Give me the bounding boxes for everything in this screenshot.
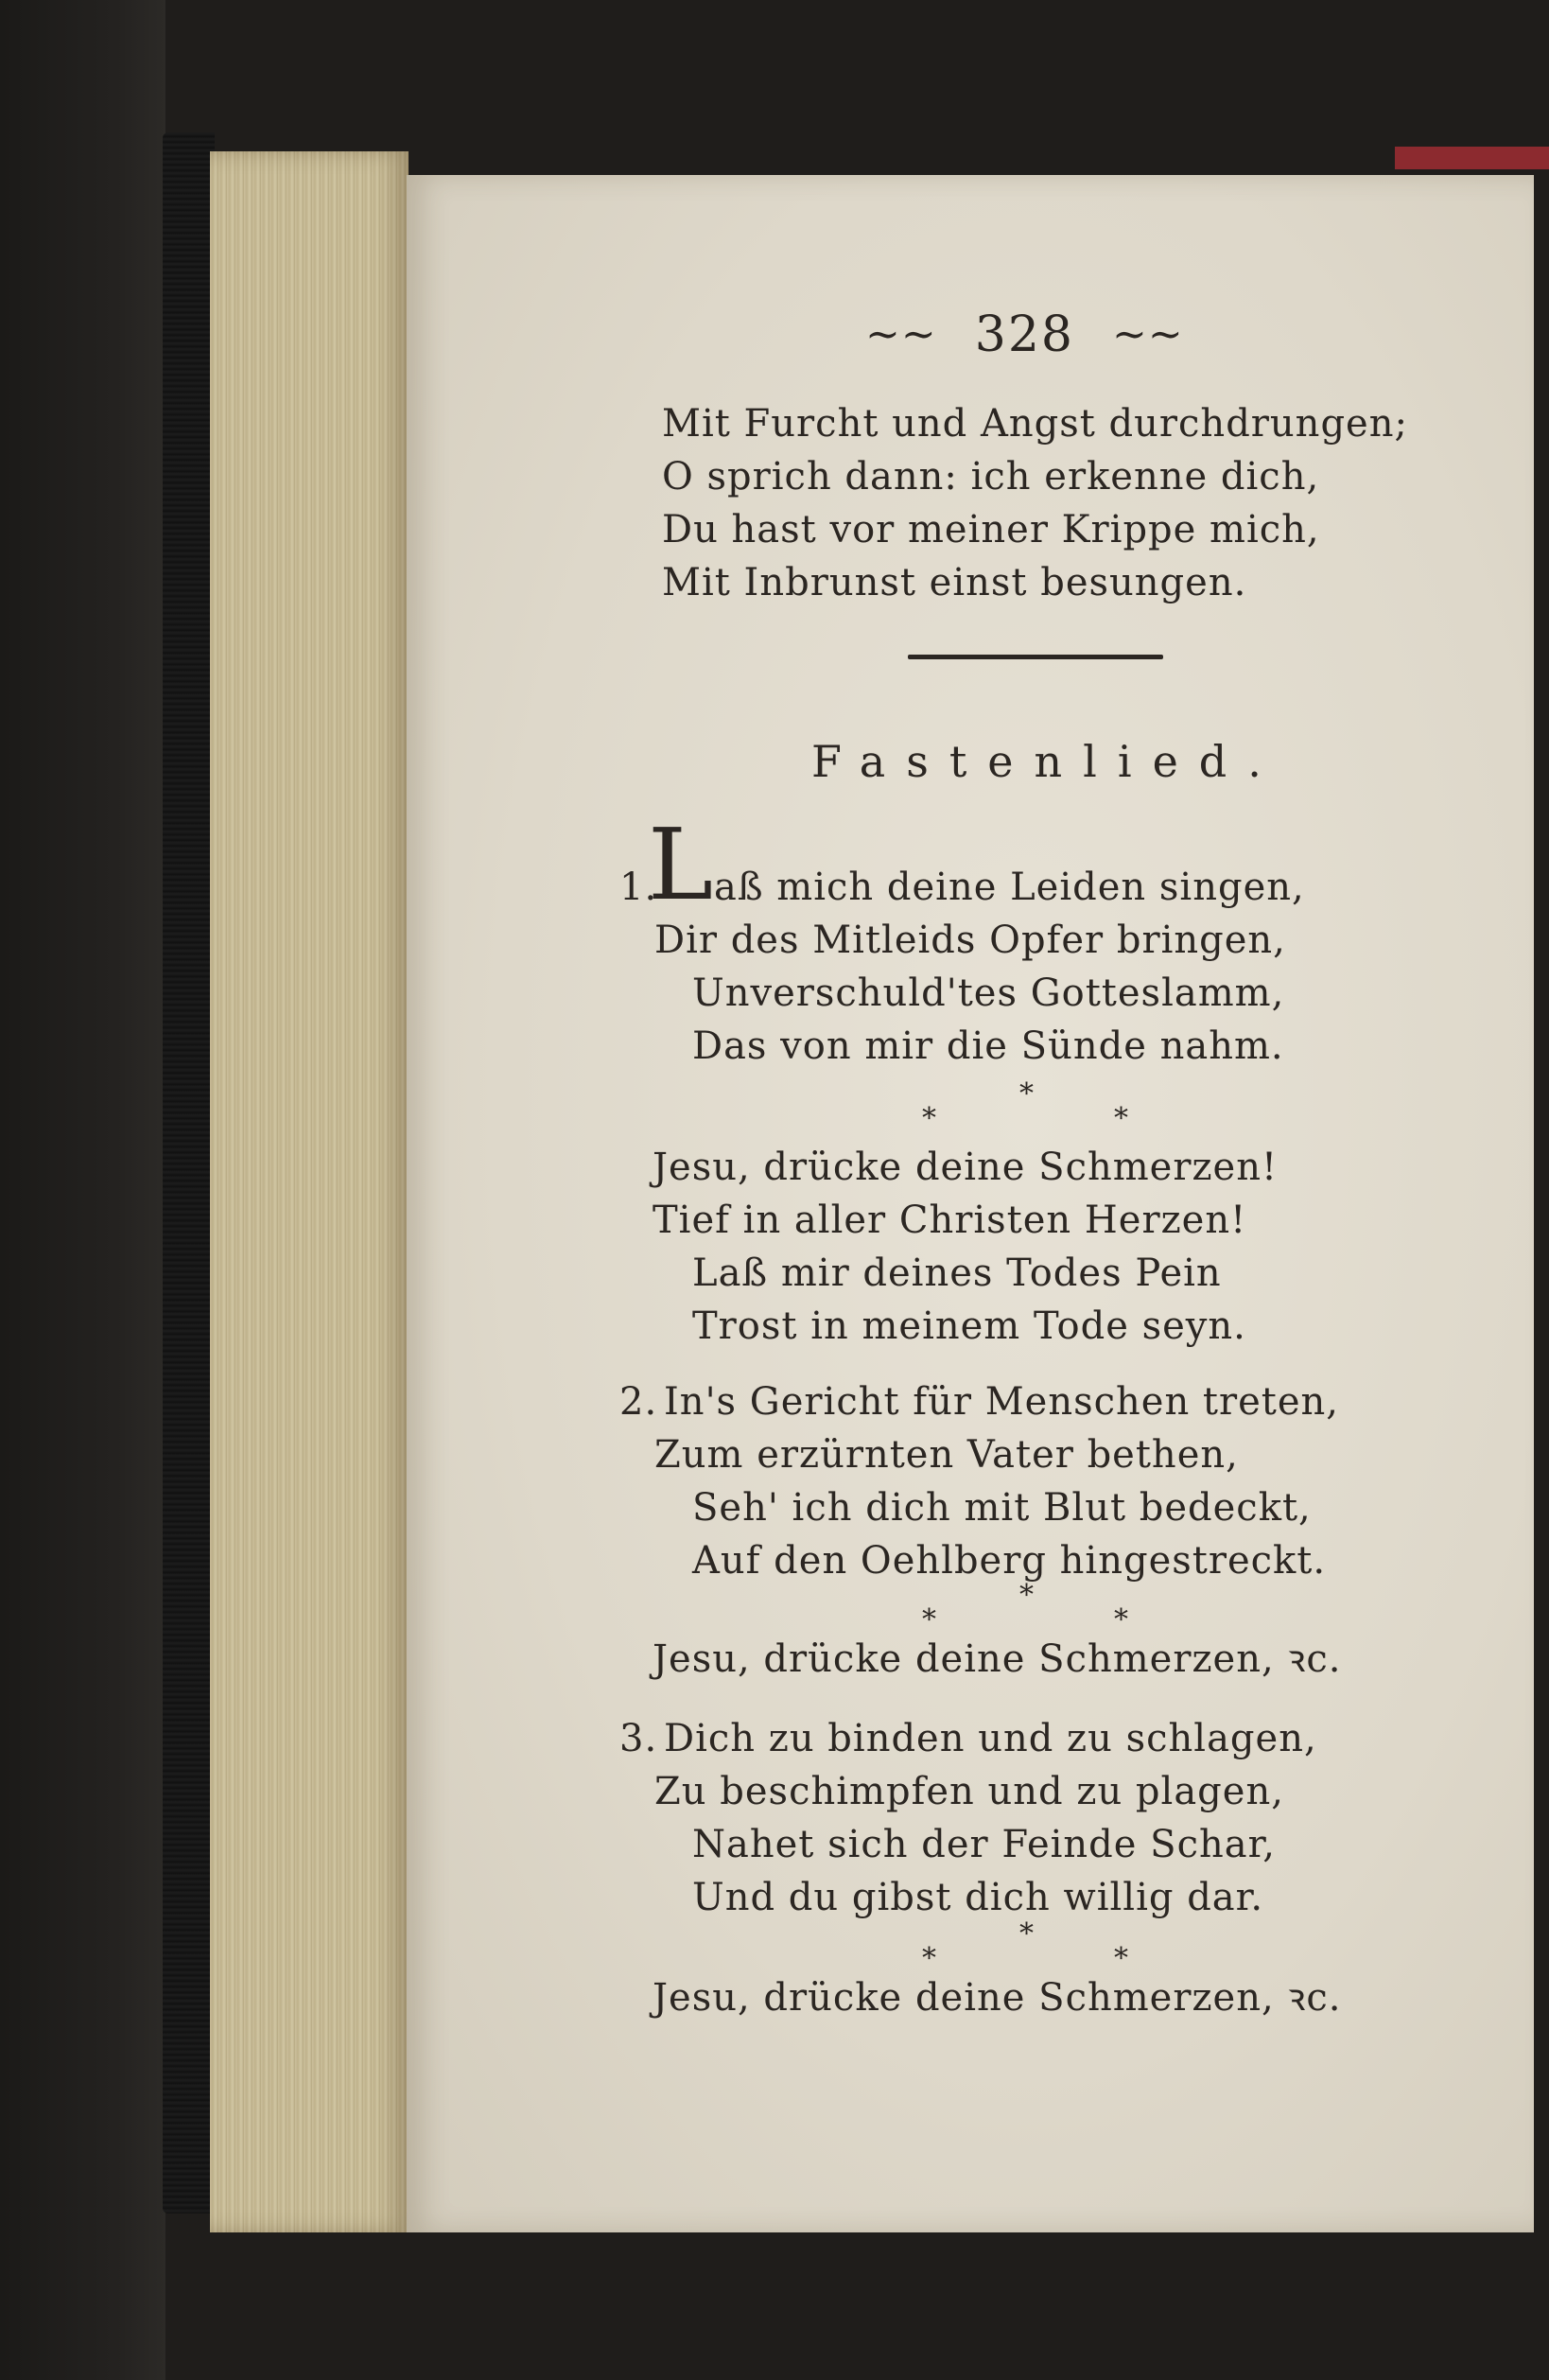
asterism-3-top: *	[1019, 1917, 1035, 1951]
verse-2-number: 2.	[619, 1380, 658, 1424]
asterism-2-left: *	[922, 1603, 937, 1636]
verse-2-line-2: Zum erzürnten Vater bethen,	[654, 1433, 1239, 1477]
verse-3-line-3: Nahet sich der Feinde Schar,	[692, 1823, 1277, 1866]
asterism-1-top: *	[1019, 1077, 1035, 1111]
verse-3-line-2: Zu beschimpfen und zu plagen,	[654, 1770, 1284, 1813]
asterism-1-right: *	[1114, 1102, 1129, 1135]
verse-2-line-4: Auf den Oehlberg hingestreckt.	[692, 1539, 1327, 1583]
verse-1-number: 1.	[619, 866, 658, 909]
verse-1-line-3: Unverschuld'tes Gotteslamm,	[692, 971, 1285, 1015]
refrain-line-2: Tief in aller Christen Herzen!	[653, 1199, 1247, 1242]
intro-line-1: Mit Furcht und Angst durchdrungen;	[662, 402, 1408, 446]
verse-1-line-4: Das von mir die Sünde nahm.	[692, 1024, 1284, 1068]
ribbon-edge	[1395, 147, 1549, 169]
section-divider	[908, 655, 1163, 659]
verse-3-refrain: Jesu, drücke deine Schmerzen, ꝛc.	[653, 1976, 1342, 2020]
verse-3-line-1: Dich zu binden und zu schlagen,	[664, 1717, 1317, 1760]
verse-3-number: 3.	[619, 1717, 658, 1760]
intro-line-3: Du hast vor meiner Krippe mich,	[662, 508, 1320, 551]
asterism-2-top: *	[1019, 1579, 1035, 1612]
hymn-title: Fastenlied.	[811, 736, 1282, 787]
page-edges	[210, 151, 409, 2232]
intro-line-4: Mit Inbrunst einst besungen.	[662, 561, 1247, 604]
asterism-1-left: *	[922, 1102, 937, 1135]
refrain-line-1: Jesu, drücke deine Schmerzen!	[653, 1146, 1279, 1189]
page-header	[865, 306, 1184, 363]
page-number: 328	[974, 306, 1074, 363]
book-cover	[0, 0, 165, 2380]
refrain-line-4: Trost in meinem Tode seyn.	[692, 1304, 1246, 1348]
header-ornament-right: ~~	[1112, 310, 1184, 359]
verse-2-line-1: In's Gericht für Menschen treten,	[664, 1380, 1340, 1424]
asterism-2-right: *	[1114, 1603, 1129, 1636]
header-ornament-left: ~~	[865, 310, 937, 359]
asterism-3-left: *	[922, 1942, 937, 1975]
verse-2-refrain: Jesu, drücke deine Schmerzen, ꝛc.	[653, 1637, 1342, 1681]
book-spine	[163, 132, 215, 2214]
verse-1-line-1: aß mich deine Leiden singen,	[714, 866, 1305, 909]
verse-3-line-4: Und du gibst dich willig dar.	[692, 1876, 1264, 1919]
asterism-3-right: *	[1114, 1942, 1129, 1975]
intro-line-2: O sprich dann: ich erkenne dich,	[662, 455, 1320, 499]
verse-2-line-3: Seh' ich dich mit Blut bedeckt,	[692, 1486, 1312, 1530]
refrain-line-3: Laß mir deines Todes Pein	[692, 1251, 1222, 1295]
verse-1-line-2: Dir des Mitleids Opfer bringen,	[654, 919, 1286, 962]
verse-1-dropcap: L	[648, 807, 714, 922]
